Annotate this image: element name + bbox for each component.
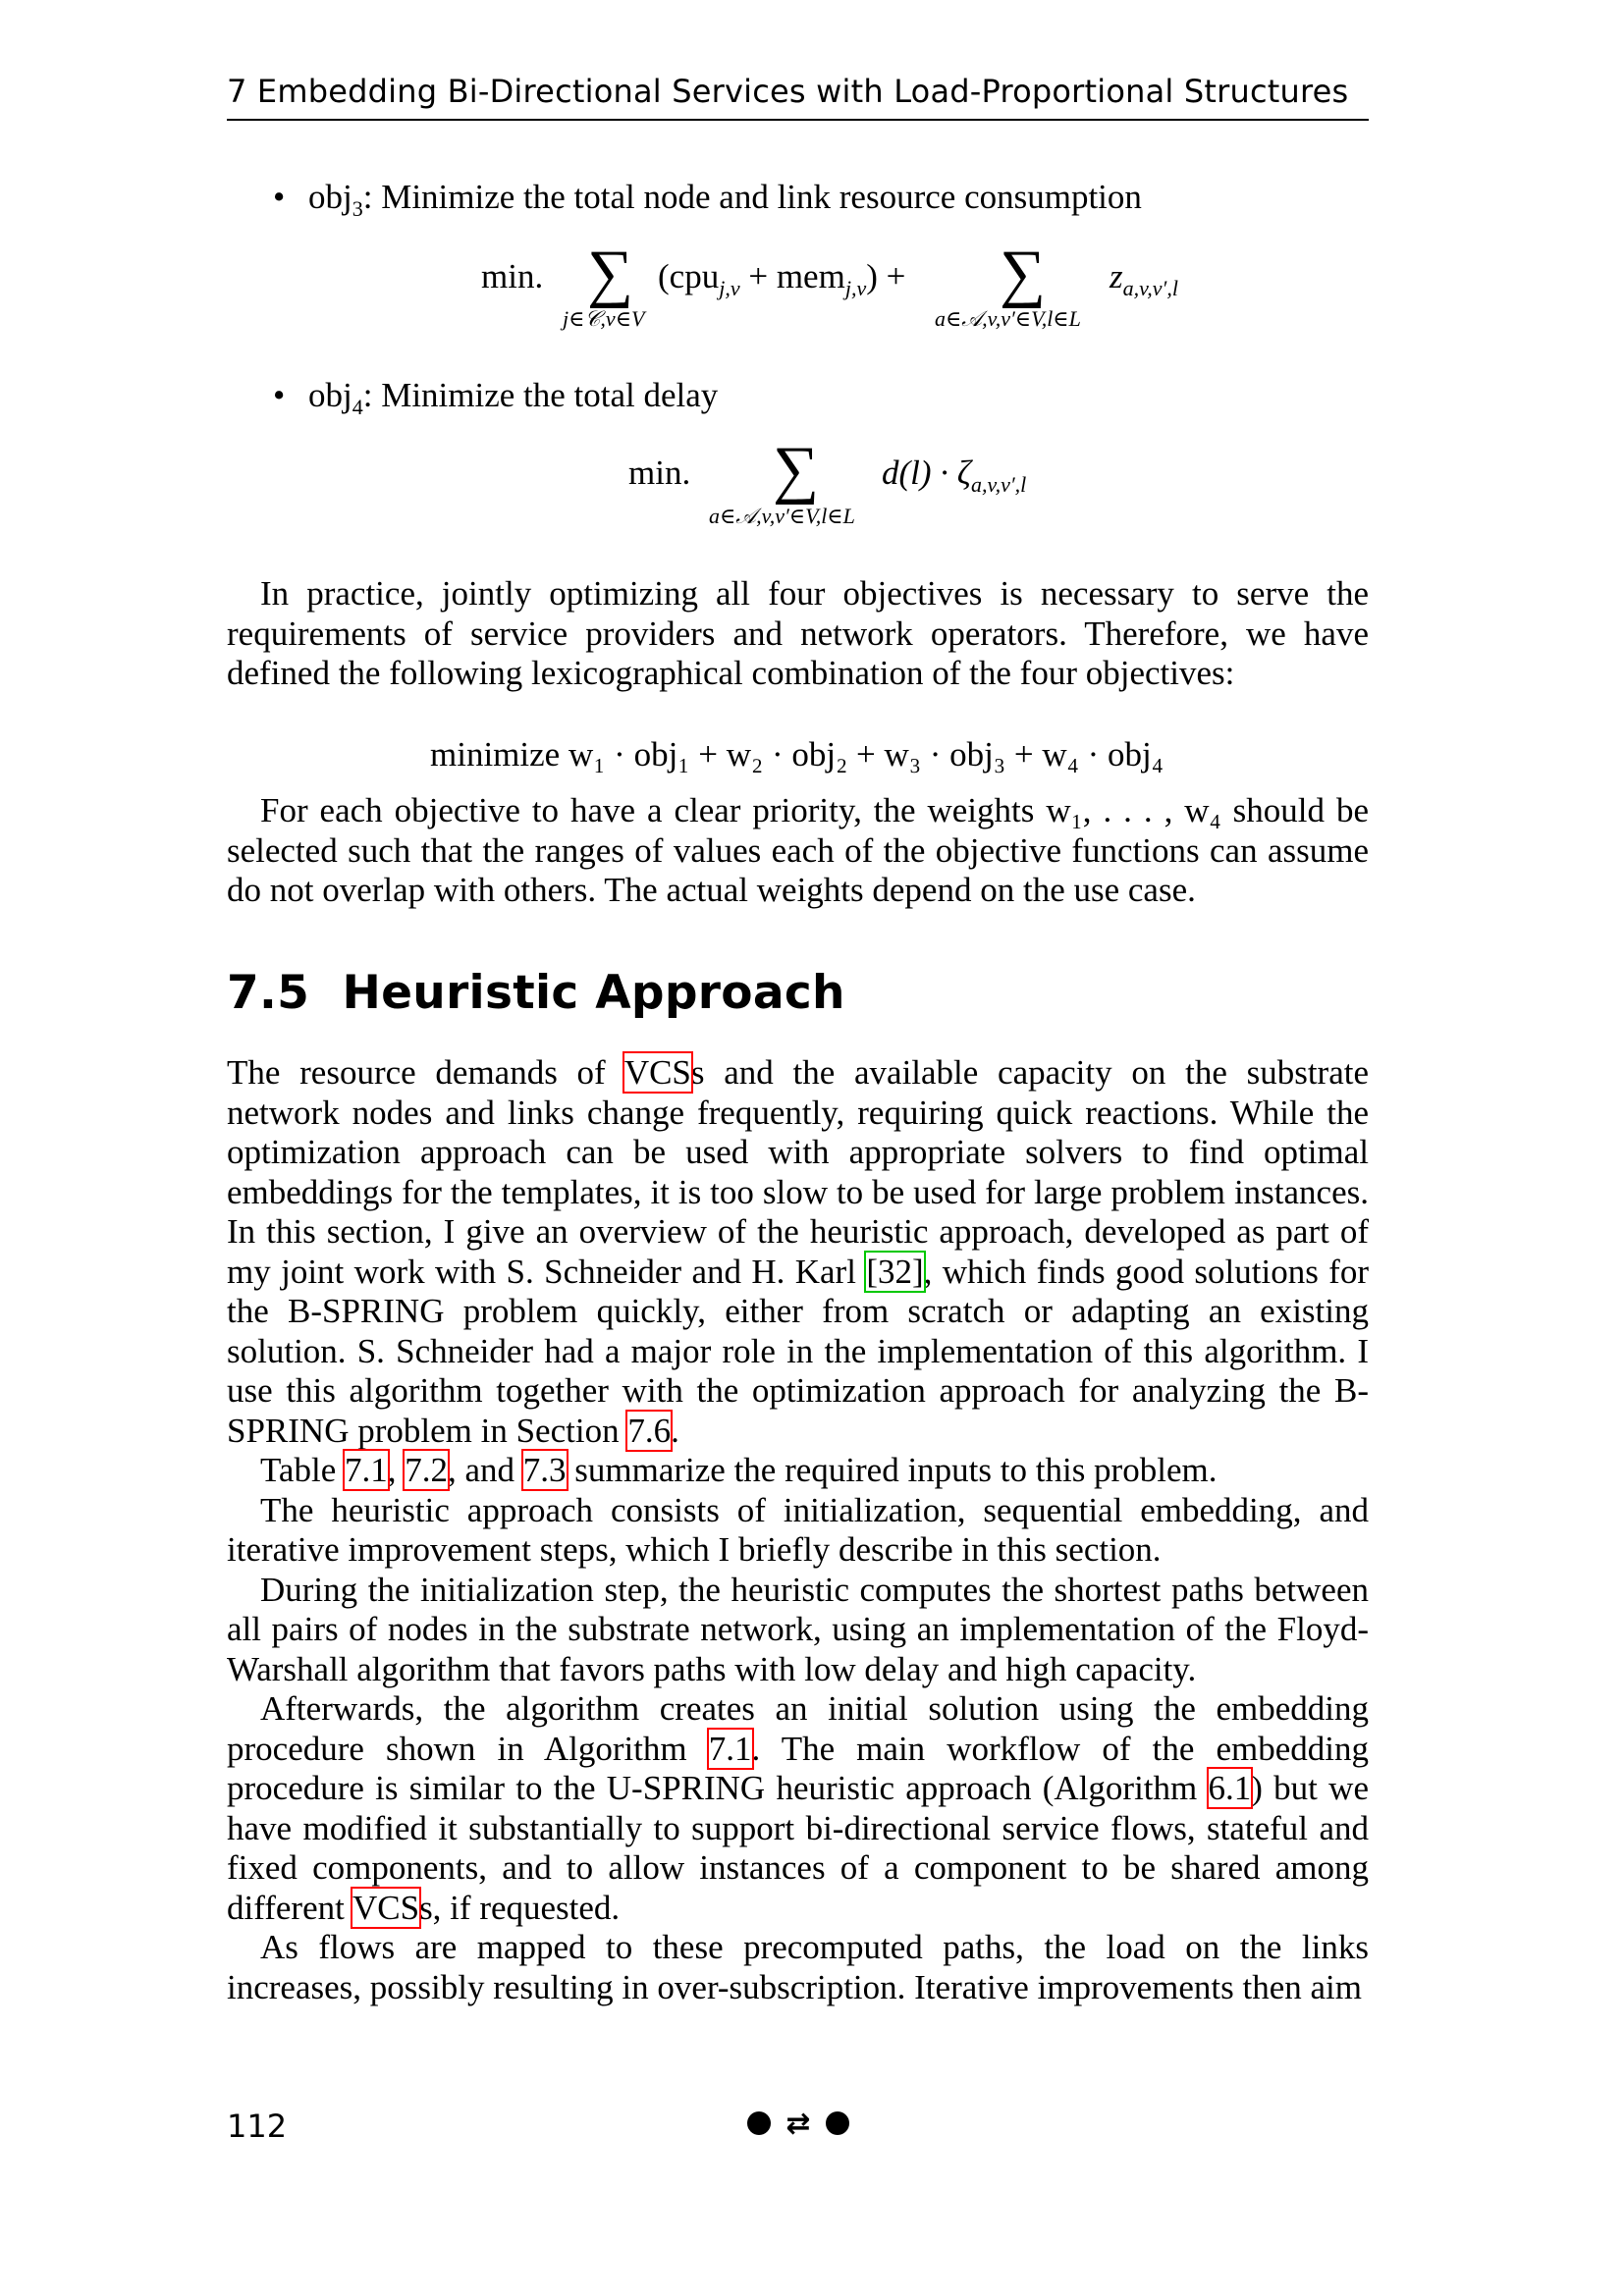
bullet-icon: • bbox=[273, 376, 286, 414]
running-head: 7 Embedding Bi-Directional Services with Load-Proportional Structures bbox=[227, 73, 1349, 110]
citation-link-32[interactable]: [32] bbox=[866, 1252, 924, 1291]
section-body bbox=[227, 1053, 1369, 2007]
sum-symbol: ∑ bbox=[1000, 238, 1047, 309]
objective-4-item: • obj$_4$: Minimize the total delay bbox=[273, 376, 719, 419]
paragraph-tables: Table 7.1, 7.2, and 7.3 summarize the required inputs to this problem. bbox=[260, 1451, 1218, 1489]
bidirectional-logo-icon bbox=[744, 2106, 852, 2145]
acronym-link-vcs[interactable]: VCS bbox=[352, 1888, 420, 1927]
bullet-icon: • bbox=[273, 178, 286, 216]
paragraph-lexicographic: In practice, jointly optimizing all four objectives is necessary to serve the requirements of service providers and network operators. Therefore, we have defined the following lexicographical combination of the four objectives: bbox=[227, 574, 1369, 692]
sum-symbol: ∑ bbox=[587, 238, 634, 309]
paragraph-iterative: As flows are mapped to these precomputed paths, the load on the links increases, possibly resulting in over-subscription. Iterative improvements then aim bbox=[227, 1928, 1369, 2006]
section-link-7-6[interactable]: 7.6 bbox=[627, 1411, 672, 1450]
algorithm-link-6-1[interactable]: 6.1 bbox=[1208, 1769, 1252, 1807]
combined-objective-formula: minimize w₁ · obj₁ + w₂ · obj₂ + w₃ · obj₃ + w₄ · obj₄ bbox=[430, 735, 1164, 774]
svg-text:⇄: ⇄ bbox=[785, 2107, 811, 2141]
acronym-link-vcs[interactable]: VCS bbox=[623, 1053, 691, 1092]
objective-3-item: • obj$_3$: Minimize the total node and link resource consumption bbox=[273, 178, 1142, 221]
header-rule bbox=[227, 119, 1369, 121]
page-number: 112 bbox=[227, 2108, 288, 2145]
table-link-7-2[interactable]: 7.2 bbox=[405, 1451, 448, 1489]
paragraph-initialization: During the initialization step, the heuristic computes the shortest paths between all pairs of nodes in the substrate network, using an implementation of the Floyd-Warshall algorithm that favors paths with low delay and high capacity. bbox=[227, 1570, 1369, 1688]
algorithm-link-7-1[interactable]: 7.1 bbox=[708, 1729, 752, 1768]
paragraph-weights: For each objective to have a clear priority, the weights w₁, . . . , w₄ should be selected such that the ranges of values each of the objective functions can assume do not overlap with others. The actual weights depend on the use case. bbox=[227, 791, 1369, 909]
paragraph-steps: The heuristic approach consists of initialization, sequential embedding, and iterative improvement steps, which I briefly describe in this section. bbox=[227, 1490, 1369, 1569]
sum-symbol: ∑ bbox=[773, 434, 820, 506]
paragraph-intro: The resource demands of VCSs and the available capacity on the substrate network nodes and links change frequently, requiring quick reactions. While the optimization approach can be used with appropriate solvers to find optimal embeddings for the templates, it is too slow to be used for large problem instances. In this section, I give an overview of the heuristic approach, developed as part of my joint work with S. Schneider and H. Karl [32], which finds good solutions for the B-SPRING problem quickly, either from scratch or adapting an existing solution. S. Schneider had a major role in the implementation of this algorithm. I use this algorithm together with the optimization approach for analyzing the B-SPRING problem in Section 7.6. bbox=[227, 1053, 1369, 1450]
section-heading: 7.5 Heuristic Approach bbox=[227, 966, 845, 1020]
table-link-7-3[interactable]: 7.3 bbox=[522, 1451, 567, 1489]
table-link-7-1[interactable]: 7.1 bbox=[344, 1451, 388, 1489]
paragraph-embedding: Afterwards, the algorithm creates an initial solution using the embedding procedure shown in Algorithm 7.1. The main workflow of the embedding procedure is similar to the U-SPRING heuristic approach (Algorithm 6.1) but we have modified it substantially to support bi-directional service flows, stateful and fixed components, and to allow instances of a component to be shared among different VCSs, if requested. bbox=[227, 1689, 1369, 1927]
